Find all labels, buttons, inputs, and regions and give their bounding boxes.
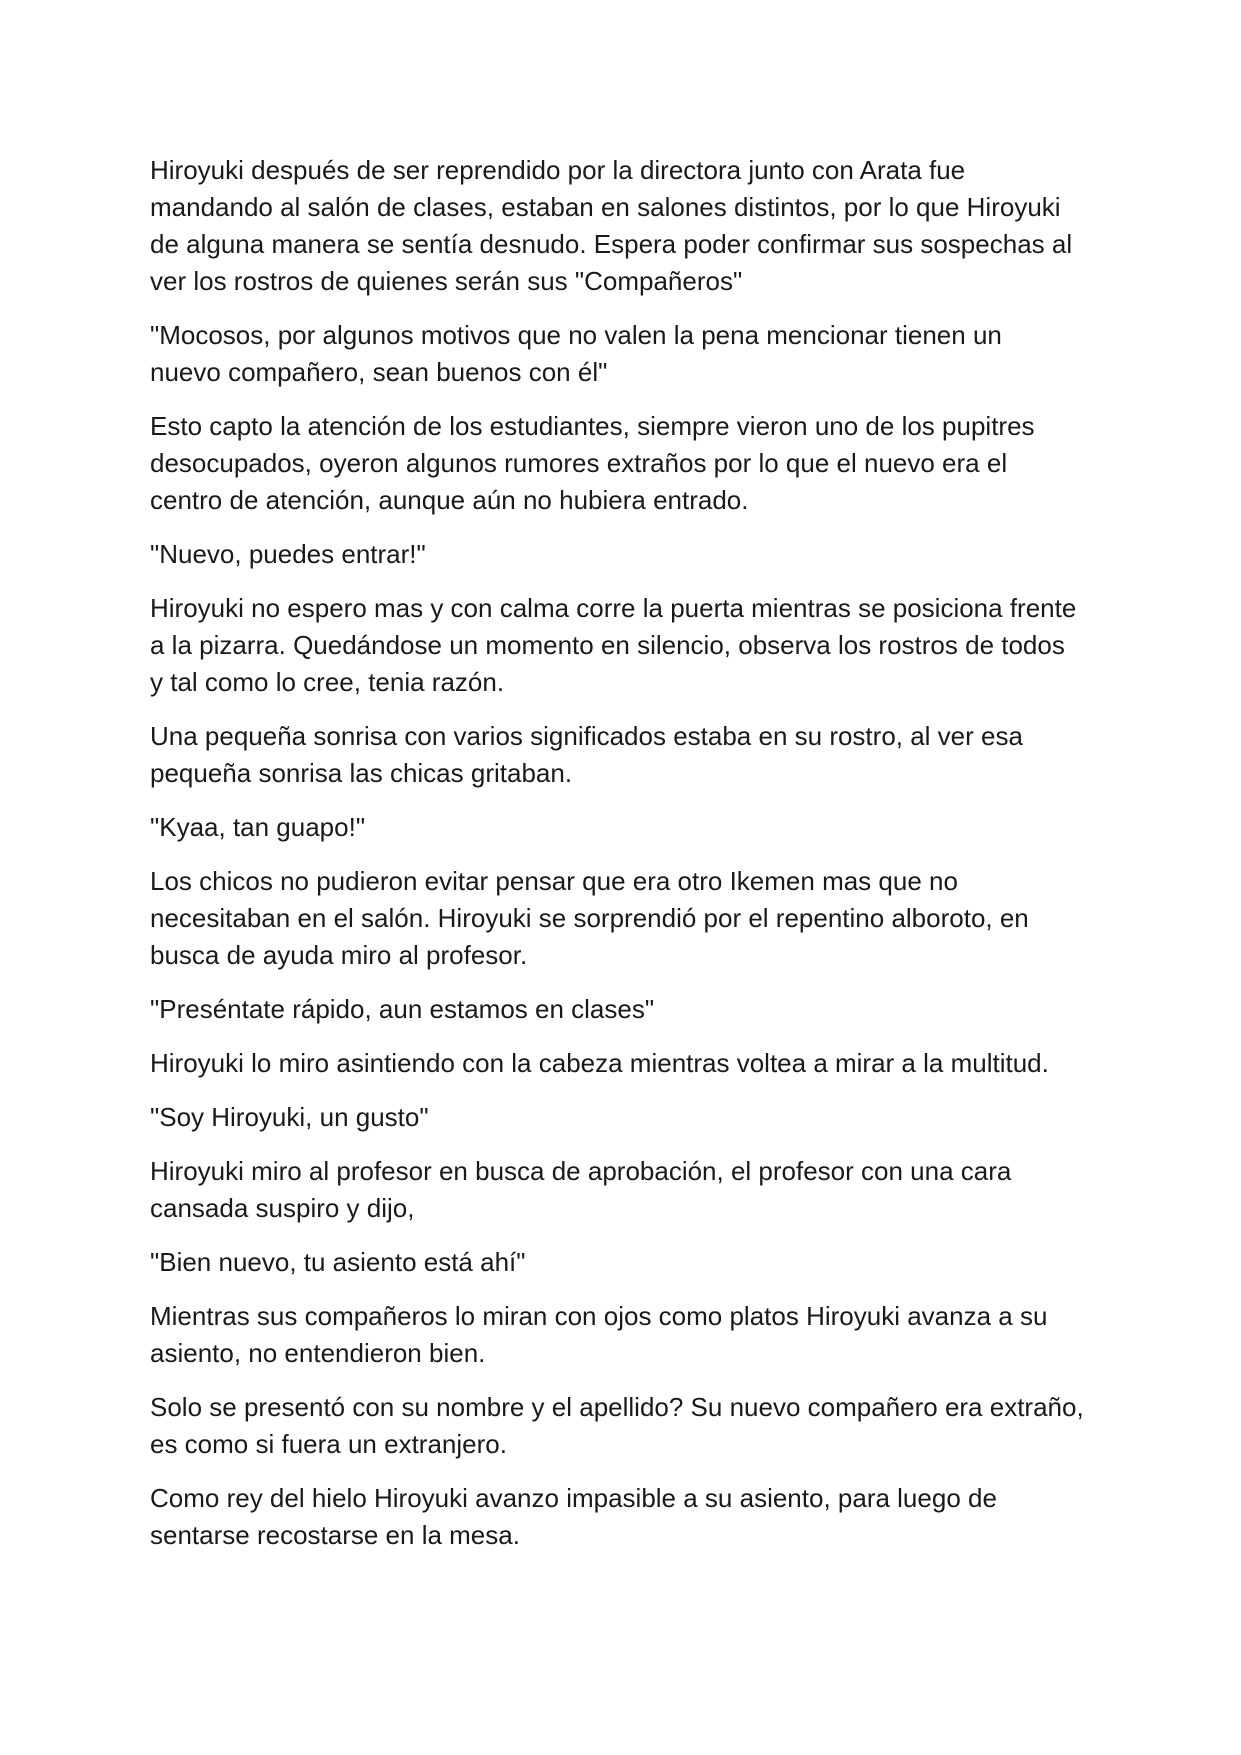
text-line: "Nuevo, puedes entrar!" (150, 539, 426, 569)
text-line: "Mocosos, por algunos motivos que no valen la pena mencionar tienen un (150, 320, 1002, 350)
paragraph (150, 1244, 1110, 1281)
text-line: cansada suspiro y dijo, (150, 1193, 415, 1223)
text-line: Hiroyuki después de ser reprendido por la directora junto con Arata fue (150, 155, 966, 185)
text-line: Una pequeña sonrisa con varios significados estaba en su rostro, al ver esa (150, 721, 1023, 751)
paragraph (150, 991, 1110, 1028)
text-line: y tal como lo cree, tenia razón. (150, 667, 505, 697)
text-line: "Preséntate rápido, aun estamos en clases" (150, 994, 655, 1024)
paragraph (150, 1153, 1110, 1227)
text-line: Esto capto la atención de los estudiantes, siempre vieron uno de los pupitres (150, 411, 1035, 441)
text-line: Como rey del hielo Hiroyuki avanzo impasible a su asiento, para luego de (150, 1483, 997, 1513)
text-line: "Kyaa, tan guapo!" (150, 812, 366, 842)
text-line: pequeña sonrisa las chicas gritaban. (150, 758, 573, 788)
paragraph (150, 536, 1110, 573)
text-line: es como si fuera un extranjero. (150, 1429, 507, 1459)
paragraph (150, 317, 1110, 391)
text-line: Solo se presentó con su nombre y el apellido? Su nuevo compañero era extraño, (150, 1392, 1084, 1422)
text-line: de alguna manera se sentía desnudo. Espera poder confirmar sus sospechas al (150, 229, 1073, 259)
text-line: Los chicos no pudieron evitar pensar que era otro Ikemen mas que no (150, 866, 958, 896)
text-line: centro de atención, aunque aún no hubiera entrado. (150, 485, 749, 515)
text-line: ver los rostros de quienes serán sus "Compañeros" (150, 266, 743, 296)
paragraph (150, 809, 1110, 846)
paragraph (150, 1298, 1110, 1372)
text-line: a la pizarra. Quedándose un momento en silencio, observa los rostros de todos (150, 630, 1065, 660)
text-line: asiento, no entendieron bien. (150, 1338, 486, 1368)
text-line: necesitaban en el salón. Hiroyuki se sorprendió por el repentino alboroto, en (150, 903, 1029, 933)
text-line: Hiroyuki no espero mas y con calma corre la puerta mientras se posiciona frente (150, 593, 1077, 623)
paragraph (150, 718, 1110, 792)
text-line: Hiroyuki lo miro asintiendo con la cabeza mientras voltea a mirar a la multitud. (150, 1048, 1049, 1078)
paragraph (150, 1389, 1110, 1463)
paragraph (150, 152, 1110, 300)
paragraph (150, 1045, 1110, 1082)
text-line: mandando al salón de clases, estaban en salones distintos, por lo que Hiroyuki (150, 192, 1061, 222)
text-line: sentarse recostarse en la mesa. (150, 1520, 520, 1550)
text-line: nuevo compañero, sean buenos con él" (150, 357, 608, 387)
document-body (150, 152, 1110, 1571)
paragraph (150, 1480, 1110, 1554)
paragraph (150, 590, 1110, 701)
paragraph (150, 408, 1110, 519)
text-line: desocupados, oyeron algunos rumores extraños por lo que el nuevo era el (150, 448, 1008, 478)
text-line: Hiroyuki miro al profesor en busca de aprobación, el profesor con una cara (150, 1156, 1012, 1186)
text-line: "Soy Hiroyuki, un gusto" (150, 1102, 429, 1132)
text-line: "Bien nuevo, tu asiento está ahí" (150, 1247, 526, 1277)
text-line: Mientras sus compañeros lo miran con ojos como platos Hiroyuki avanza a su (150, 1301, 1048, 1331)
text-line: busca de ayuda miro al profesor. (150, 940, 528, 970)
paragraph (150, 1099, 1110, 1136)
paragraph (150, 863, 1110, 974)
